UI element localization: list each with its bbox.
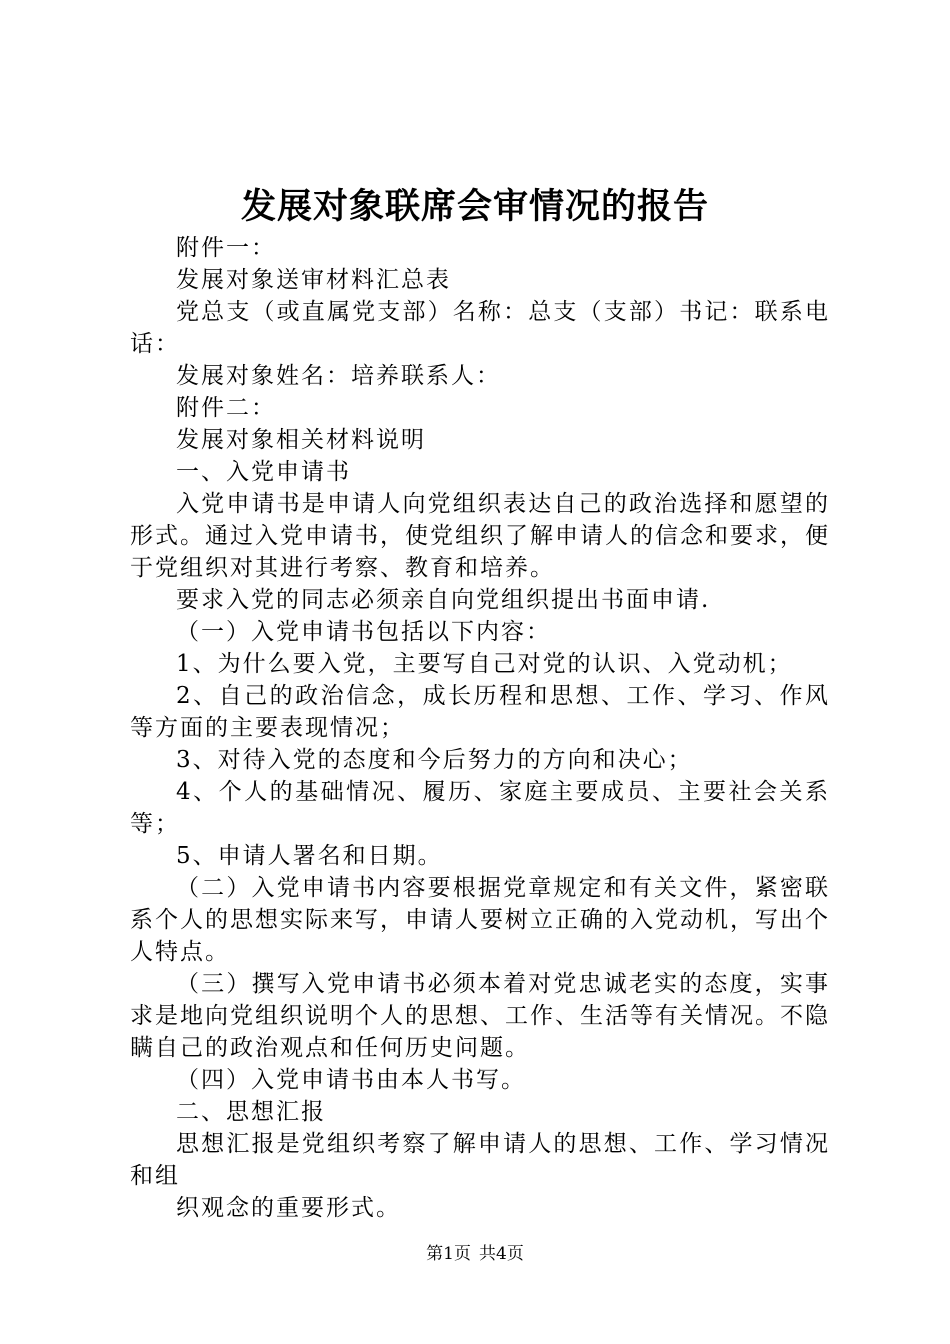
list-item: 5、申请人署名和日期。 — [176, 843, 443, 869]
paragraph: 附件一： — [176, 235, 276, 261]
section-heading: 一、入党申请书 — [176, 459, 351, 485]
page-footer — [0, 1243, 950, 1265]
paragraph: 党总支（或直属党支部）名称：总支（支部）书记：联系电话： — [130, 299, 830, 357]
list-item: 2、自己的政治信念，成长历程和思想、工作、学习、作风等方面的主要表现情况； — [130, 683, 830, 741]
paragraph: 要求入党的同志必须亲自向党组织提出书面申请. — [176, 587, 711, 613]
document-title: 发展对象联席会审情况的报告 — [240, 186, 709, 227]
list-item: 3、对待入党的态度和今后努力的方向和决心； — [176, 747, 693, 773]
page-total: 共4页 — [479, 1244, 524, 1264]
paragraph: 思想汇报是党组织考察了解申请人的思想、工作、学习情况和组 — [130, 1131, 830, 1189]
document-body — [130, 232, 830, 1224]
paragraph: 发展对象姓名：培养联系人： — [176, 363, 501, 389]
paragraph: 入党申请书是申请人向党组织表达自己的政治选择和愿望的形式。通过入党申请书，使党组织了解申请人的信念和要求，便于党组织对其进行考察、教育和培养。 — [130, 491, 830, 581]
section-heading: 二、思想汇报 — [176, 1099, 326, 1125]
paragraph: （一）入党申请书包括以下内容： — [176, 619, 551, 645]
list-item: 4、个人的基础情况、履历、家庭主要成员、主要社会关系等； — [130, 779, 830, 837]
paragraph: 发展对象相关材料说明 — [176, 427, 426, 453]
paragraph: （四）入党申请书由本人书写。 — [176, 1067, 526, 1093]
page-number: 第1页 — [426, 1244, 471, 1264]
paragraph: 织观念的重要形式。 — [176, 1195, 401, 1221]
list-item: 1、为什么要入党，主要写自己对党的认识、入党动机； — [176, 651, 793, 677]
paragraph: （二）入党申请书内容要根据党章规定和有关文件，紧密联系个人的思想实际来写，申请人要树立正确的入党动机，写出个人特点。 — [130, 875, 830, 965]
paragraph: 附件二： — [176, 395, 276, 421]
paragraph: 发展对象送审材料汇总表 — [176, 267, 451, 293]
paragraph: （三）撰写入党申请书必须本着对党忠诚老实的态度，实事求是地向党组织说明个人的思想、工作、生活等有关情况。不隐瞒自己的政治观点和任何历史问题。 — [130, 971, 830, 1061]
